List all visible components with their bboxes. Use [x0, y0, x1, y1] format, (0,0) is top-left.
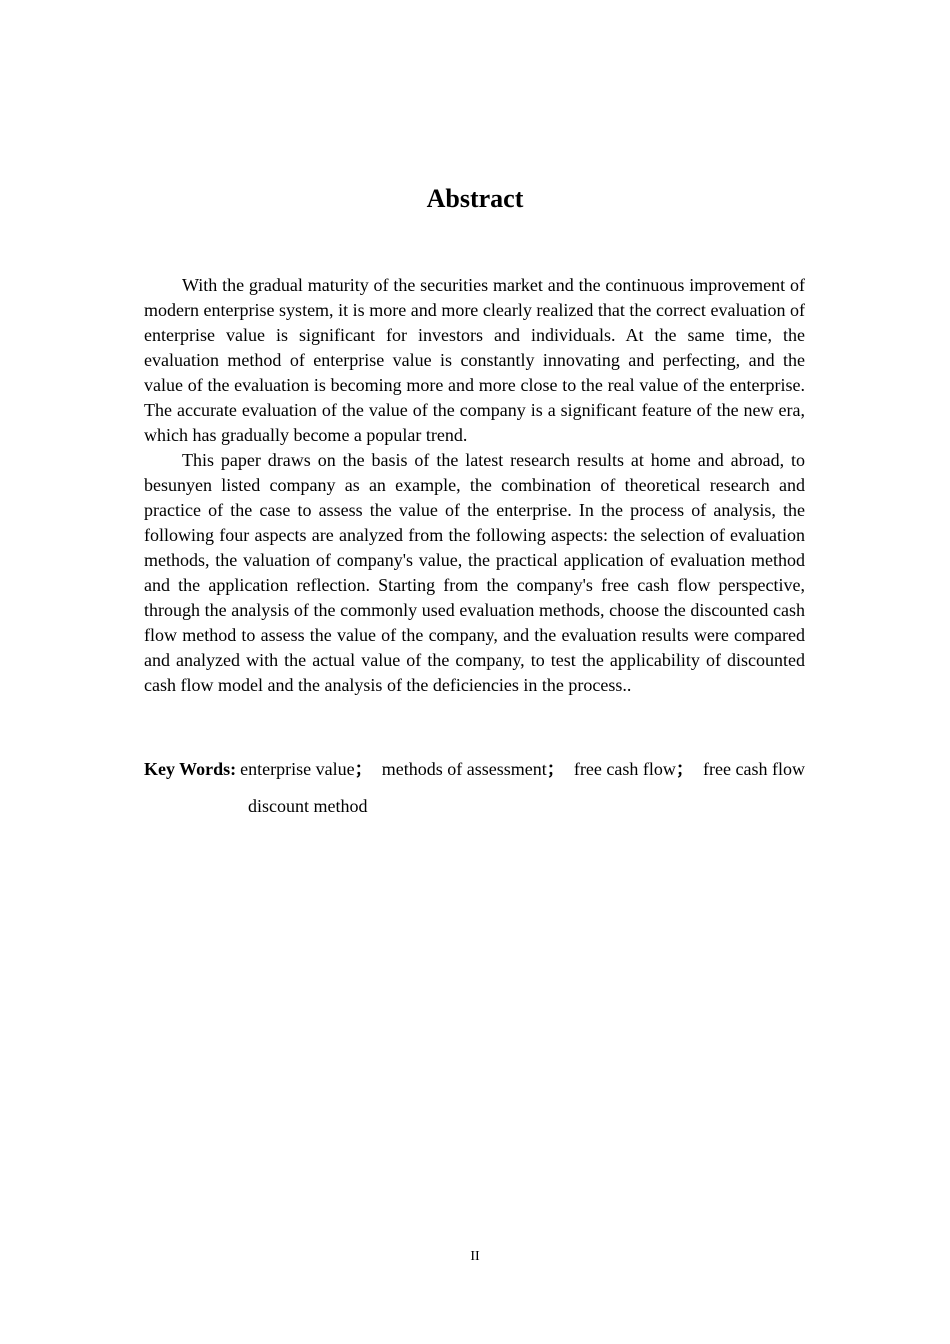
keyword-item: free cash flow [703, 759, 805, 779]
keywords-group [144, 757, 373, 782]
abstract-body [144, 273, 805, 698]
keywords-line-1 [144, 757, 805, 782]
page-number: II [470, 1249, 480, 1264]
keyword-separator: ； [354, 759, 373, 779]
keyword-separator: ； [675, 759, 694, 779]
keyword-item: methods of assessment [381, 759, 547, 779]
keywords-section [144, 757, 805, 819]
keyword-item: free cash flow [573, 759, 676, 779]
abstract-title: Abstract [426, 184, 524, 213]
keyword-group-2 [382, 757, 565, 782]
keywords-line-2: discount method [248, 796, 368, 816]
keyword-separator: ； [546, 759, 565, 779]
abstract-paragraph-1: With the gradual maturity of the securities market and the continuous improvement of modern enterprise system, it is more and more clearly realized that the correct evaluation of enterprise value is significant for investors and individuals. At the same time, the evaluation method of enterprise value is constantly innovating and perfecting, and the value of the evaluation is becoming more and more close to the real value of the enterprise. The accurate evaluation of the value of the company is a significant feature of the new era, which has gradually become a popular trend. [144, 275, 805, 445]
keyword-item: enterprise value [240, 759, 355, 779]
keyword-group-3 [574, 757, 694, 782]
keywords-label: Key Words: [144, 759, 237, 779]
abstract-paragraph-2: This paper draws on the basis of the latest research results at home and abroad, to besunyen listed company as an example, the combination of theoretical research and practice of the case to assess the value of the enterprise. In the process of analysis, the following four aspects are analyzed from the following aspects: the selection of evaluation methods, the valuation of company's value, the practical application of evaluation method and the application reflection. Starting from the company's free cash flow perspective, through the analysis of the commonly used evaluation methods, choose the discounted cash flow method to assess the value of the company, and the evaluation results were compared and analyzed with the actual value of the company, to test the applicability of discounted cash flow model and the analysis of the deficiencies in the process.. [144, 450, 805, 695]
